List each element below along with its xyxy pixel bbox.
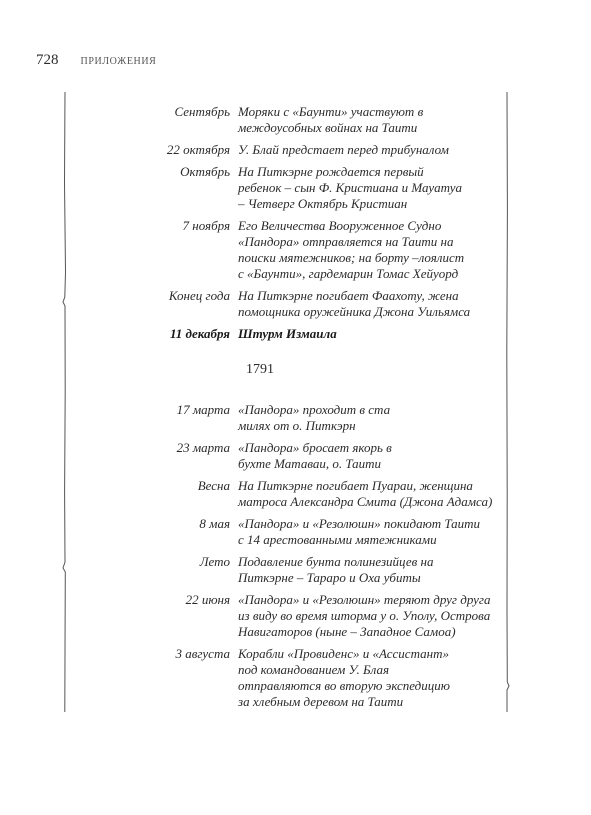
- chronology-entry: [0, 218, 591, 282]
- entry-event: [238, 218, 483, 282]
- event-line: Корабли «Провиденс» и «Ассистант»: [238, 646, 449, 661]
- event-line: Моряки с «Баунти» участвуют в: [238, 104, 424, 119]
- event-line: «Пандора» проходит в ста: [238, 402, 391, 417]
- event-line: милях от о. Питкэрн: [238, 418, 356, 433]
- entry-date: Конец года: [168, 288, 230, 303]
- entry-event: [238, 104, 483, 136]
- event-line: «Пандора» и «Резолюшн» теряют друг друга: [238, 592, 491, 607]
- entry-event: [238, 326, 483, 342]
- event-line: Подавление бунта полинезийцев на: [238, 554, 434, 569]
- entry-date: 23 марта: [176, 440, 230, 455]
- event-line: Питкэрне – Тараро и Оха убиты: [238, 570, 421, 585]
- entry-date: Лето: [199, 554, 230, 569]
- chronology-1791: [0, 402, 591, 716]
- entry-date: 11 декабря: [169, 326, 230, 341]
- entry-event: [238, 164, 483, 212]
- event-line: На Питкэрне погибает Фаахоту, жена: [238, 288, 459, 303]
- entry-date: 22 июня: [185, 592, 230, 607]
- entry-event: [238, 478, 493, 510]
- event-line: поиски мятежников; на борту –лоялист: [238, 250, 465, 265]
- entry-event: [238, 440, 483, 472]
- event-line: междоусобных войнах на Таити: [238, 120, 418, 135]
- entry-date: 17 марта: [176, 402, 230, 417]
- event-line: из виду во время шторма у о. Уполу, Острова: [238, 608, 491, 623]
- event-line: ребенок – сын Ф. Кристиана и Мауатуа: [238, 180, 462, 195]
- entry-date: Октябрь: [180, 164, 230, 179]
- entry-date: 8 мая: [199, 516, 230, 531]
- event-line: Навигаторов (ныне – Западное Самоа): [238, 624, 456, 639]
- entry-event: [238, 516, 483, 548]
- year-heading: 1791: [246, 362, 274, 377]
- event-line: отправляются во вторую экспедицию: [238, 678, 450, 693]
- event-line: «Пандора» отправляется на Таити на: [238, 234, 454, 249]
- chronology-1790: [0, 104, 591, 348]
- event-line: «Пандора» и «Резолюшн» покидают Таити: [238, 516, 481, 531]
- chronology-entry: [0, 592, 591, 640]
- running-title: ПРИЛОЖЕНИЯ: [80, 56, 157, 67]
- entry-event: [238, 288, 483, 320]
- chronology-entry: [0, 440, 591, 472]
- chronology-entry: [0, 288, 591, 320]
- chronology-entry: [0, 646, 591, 710]
- chronology-entry: [0, 142, 591, 158]
- entry-event: [238, 554, 483, 586]
- chronology-entry: [0, 326, 591, 342]
- event-line: На Питкэрне рождается первый: [238, 164, 424, 179]
- entry-date: 22 октября: [166, 142, 230, 157]
- event-line: с «Баунти», гардемарин Томас Хейуорд: [238, 266, 459, 281]
- page-number: 728: [36, 52, 59, 68]
- event-line: На Питкэрне погибает Пуараи, женщина: [238, 478, 473, 493]
- event-line: бухте Матаваи, о. Таити: [238, 456, 382, 471]
- event-line: «Пандора» бросает якорь в: [238, 440, 392, 455]
- event-line: – Четверг Октябрь Кристиан: [238, 196, 408, 211]
- entry-event: [238, 142, 483, 158]
- entry-date: Сентябрь: [174, 104, 230, 119]
- chronology-entry: [0, 164, 591, 212]
- entry-event: [238, 646, 483, 710]
- chronology-entry: [0, 402, 591, 434]
- entry-event: [238, 402, 483, 434]
- entry-date: Весна: [197, 478, 230, 493]
- event-line: Штурм Измаила: [238, 326, 337, 341]
- entry-event: [238, 592, 491, 640]
- entry-date: 3 августа: [175, 646, 230, 661]
- chronology-entry: [0, 104, 591, 136]
- page-header: [36, 52, 156, 69]
- event-line: У. Блай предстает перед трибуналом: [238, 142, 449, 157]
- event-line: за хлебным деревом на Таити: [238, 694, 404, 709]
- event-line: помощника оружейника Джона Уильямса: [238, 304, 471, 319]
- chronology-entry: [0, 516, 591, 548]
- event-line: с 14 арестованными мятежниками: [238, 532, 437, 547]
- chronology-entry: [0, 554, 591, 586]
- event-line: матроса Александра Смита (Джона Адамса): [238, 494, 493, 509]
- event-line: под командованием У. Блая: [238, 662, 390, 677]
- entry-date: 7 ноября: [182, 218, 230, 233]
- event-line: Его Величества Вооруженное Судно: [238, 218, 442, 233]
- chronology-entry: [0, 478, 591, 510]
